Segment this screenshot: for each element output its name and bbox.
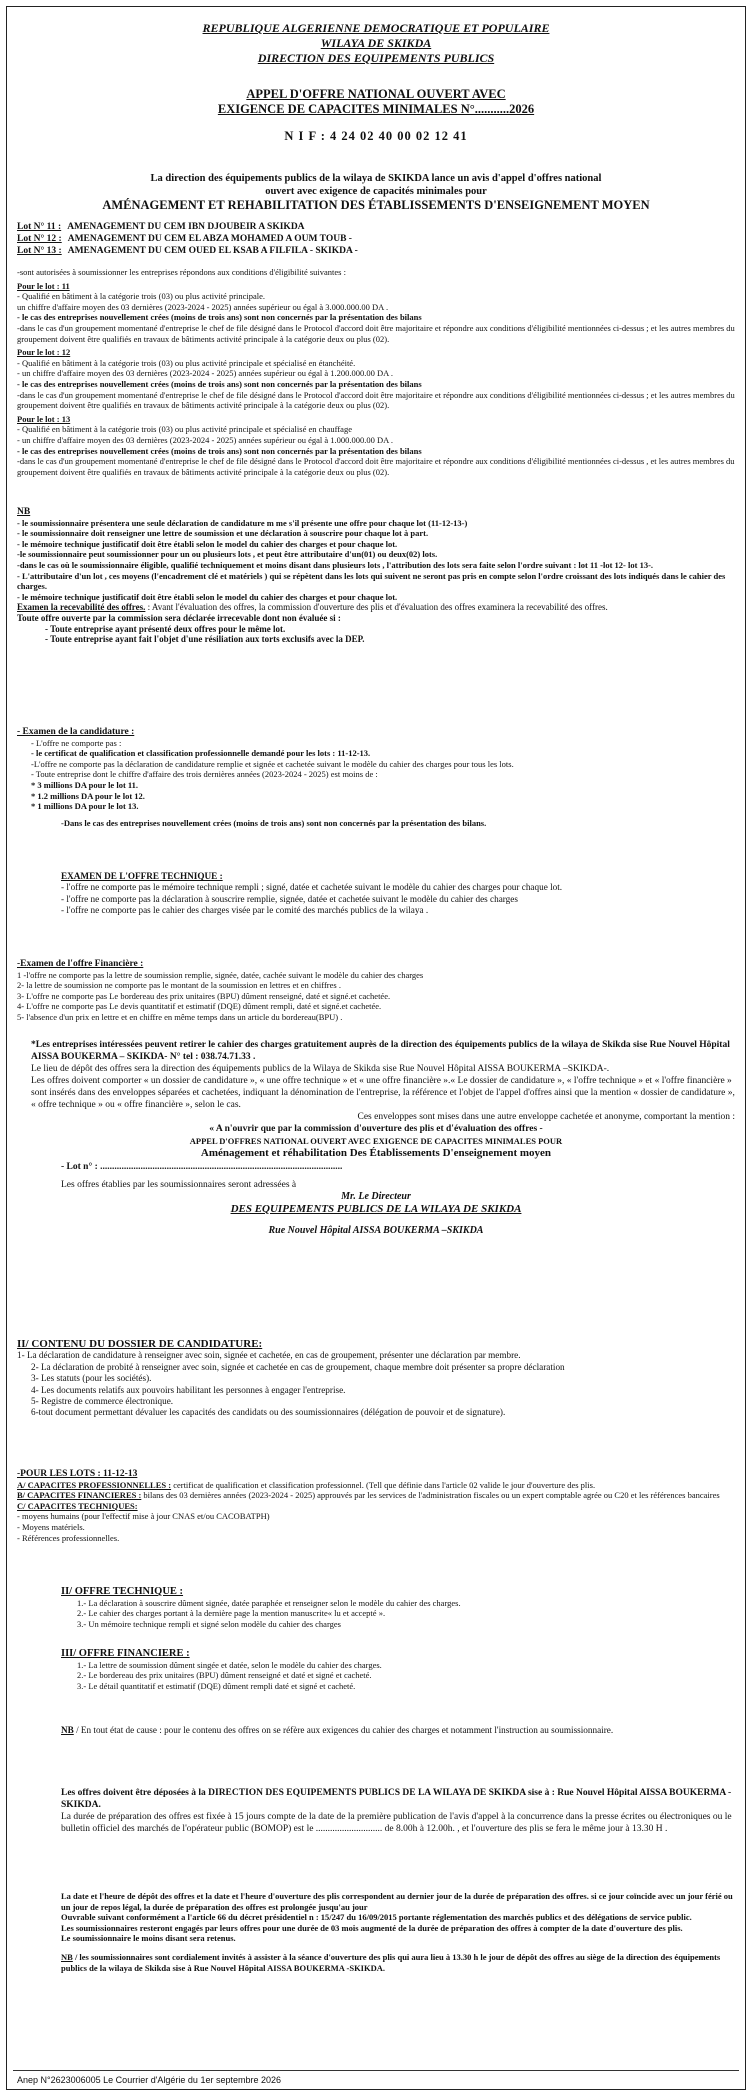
dossier-line: 3- Les statuts (pour les sociétés). bbox=[31, 1373, 152, 1384]
nb2-section bbox=[17, 1725, 735, 1736]
fin-offer-line: 3.- Le détail quantitatif et estimatif (DQE) dûment rempli daté et signé et cacheté. bbox=[77, 1680, 356, 1691]
amount-item: * 1 millions DA pour le lot 13. bbox=[31, 801, 139, 812]
eligibility-intro: -sont autorisées à soumissionner les entreprises répondons aux conditions d'éligibilité suivantes : bbox=[17, 267, 346, 277]
candidature-exam-section bbox=[17, 727, 735, 828]
closing-line: Les soumissionnaires resteront engagés par leurs offres pour une durée de 03 mois augmenté de la durée de préparation des offres à compter de la date d'ouverture des plis. bbox=[61, 1922, 683, 1933]
lots-caps-title: -POUR LES LOTS : 11-12-13 bbox=[17, 1469, 138, 1479]
lots-list bbox=[17, 221, 735, 257]
intro-line-1: La direction des équipements publics de la wilaya de SKIKDA lance un avis d'appel d'offres national bbox=[150, 173, 602, 184]
tender-title bbox=[17, 87, 735, 144]
lot13-line: - Qualifié en bâtiment à la catégorie trois (03) ou plus activité principale et spécialisé en chauffage bbox=[17, 424, 352, 435]
closing-line: La date et l'heure de dépôt des offres et la date et l'heure d'ouverture des plis correspondent au dernier jour de la durée de préparation des offres. si ce jour coïncide avec un jour férié ou un jour de repos légal, la durée de préparation des offres est prolongée jusqu'au jour bbox=[61, 1891, 733, 1912]
lot11-line: - Qualifié en bâtiment à la catégorie trois (03) ou plus activité principale. bbox=[17, 291, 266, 302]
envelope-line: Ces enveloppes sont mises dans une autre enveloppe cachetée et anonyme, comportant la mention : bbox=[357, 1112, 735, 1122]
technical-exam-line: - l'offre ne comporte pas le cahier des charges visée par le comité des marchés publics de la wilaya . bbox=[61, 905, 429, 916]
addressed-to: Les offres établies par les soumissionnaires seront adressées à bbox=[61, 1180, 297, 1190]
receivability-paragraph bbox=[17, 602, 735, 613]
technical-capacity-item: - Moyens matériels. bbox=[17, 1521, 85, 1532]
header-line-1: REPUBLIQUE ALGERIENNE DEMOCRATIQUE ET POPULAIRE bbox=[202, 21, 550, 35]
footer-divider bbox=[13, 2070, 739, 2071]
lot12-line: - un chiffre d'affaire moyen des 03 dernières (2023-2024 - 2025) années supérieur ou égal à 1.200.000.00 DA . bbox=[17, 368, 394, 379]
lot-item bbox=[17, 245, 735, 257]
header-line-3: DIRECTION DES EQUIPEMENTS PUBLICS bbox=[257, 51, 495, 65]
financial-capacities bbox=[17, 1490, 735, 1501]
dossier-line: 1- La déclaration de candidature à renseigner avec soin, signée et cachetée, en cas de groupement, présenter une déclaration par membre. bbox=[17, 1350, 521, 1361]
dossier-section bbox=[17, 1339, 735, 1419]
lot12-line: - le cas des entreprises nouvellement crées (moins de trois ans) sont non concernés par la présentation des bilans bbox=[17, 378, 422, 389]
nb-label: NB bbox=[17, 507, 31, 517]
tech-offer-line: 2.- Le cahier des charges portant à la dernière page la mention manuscrite« lu et accepté ». bbox=[77, 1608, 386, 1619]
dossier-title: II/ CONTENU DU DOSSIER DE CANDIDATURE: bbox=[17, 1338, 263, 1350]
irrecevable-intro: Toute offre ouverte par la commission sera déclarée irrecevable dont non évaluée si : bbox=[17, 612, 341, 623]
candidature-exam-line: - le certificat de qualification et classification professionnelle demandé pour les lots : 11-12-13. bbox=[31, 748, 371, 759]
nb-line: -le soumissionnaire peut soumissionner pour un ou plusieurs lots , et peut être attributaire d'un(01) ou deux(02) lots. bbox=[17, 549, 438, 560]
withdrawal-section bbox=[17, 1039, 735, 1237]
republic-header bbox=[17, 21, 735, 66]
lot13-line: - un chiffre d'affaire moyen des 03 dernières (2023-2024 - 2025) années supérieur ou égal à 1.000.000.00 DA . bbox=[17, 434, 394, 445]
address-line: Rue Nouvel Hôpital AISSA BOUKERMA –SKIKDA bbox=[268, 1225, 484, 1236]
nb2-label: NB bbox=[61, 1725, 74, 1735]
financial-exam-line: 1 -l'offre ne comporte pas la lettre de soumission remplie, signée, datée, cachée suivant le modèle du cahier des charges bbox=[17, 969, 424, 980]
lot-text: AMENAGEMENT DU CEM OUED EL KSAB A FILFILA - SKIKDA - bbox=[67, 246, 358, 256]
caps-b-text: bilans des 03 dernières années (2023-2024 - 2025) approuvés par les services de l'administration fiscales ou un expert comptable agrée ou C20 et les références bancaires bbox=[143, 1490, 720, 1501]
caps-a-label: A/ CAPACITES PROFESSIONNELLES : bbox=[17, 1479, 172, 1490]
lot-item bbox=[17, 233, 735, 245]
lot-item bbox=[17, 221, 735, 233]
professional-capacities bbox=[17, 1480, 735, 1491]
nb-section bbox=[17, 507, 735, 645]
nb2-paragraph bbox=[17, 1725, 735, 1736]
lot11-line: un chiffre d'affaire moyen des 03 dernières (2023-2024 - 2025) années supérieur ou égal à 3.000.000.00 DA . bbox=[17, 301, 389, 312]
closing-section bbox=[17, 1891, 735, 1973]
footer-credit: Anep N°2623006005 Le Courrier d'Algérie du 1er septembre 2026 bbox=[17, 2075, 281, 2085]
lot-label: Lot N° 12 : bbox=[17, 234, 62, 244]
financial-exam-title: -Examen de l'offre Financière : bbox=[17, 959, 144, 969]
nb-line: - le soumissionnaire doit renseigner une lettre de soumission et une déclaration à souscrire pour chaque lot à part. bbox=[17, 528, 429, 539]
fin-offer-title: III/ OFFRE FINANCIERE : bbox=[61, 1648, 190, 1659]
technical-capacity-item: - Références professionnelles. bbox=[17, 1532, 120, 1543]
dossier-line: 5- Registre de commerce électronique. bbox=[31, 1396, 174, 1407]
amount-item: * 1.2 millions DA pour le lot 12. bbox=[31, 790, 145, 801]
tech-offer-line: 3.- Un mémoire technique rempli et signé selon modèle du cahier des charges bbox=[77, 1618, 341, 1629]
financial-exam-line: 2- la lettre de soumission ne comporte pas le montant de la soumission en lettres et en chiffres . bbox=[17, 980, 341, 991]
deposit-line-2: La durée de préparation des offres est fixée à 15 jours compte de la date de la première publication de l'avis d'appel à la concurrence dans la presse écrites ou électroniques ou le bulletin officiel des marchés de l'opérateur public (BOMOP) est le ............................ de 8.00h à 12.00h. , et l'ouverture des plis se fera le même jour à 13.30 H . bbox=[61, 1812, 732, 1834]
candidature-exam-line: - L'offre ne comporte pas : bbox=[31, 737, 122, 748]
new-enterprise-note: -Dans le cas des entreprises nouvellement crées (moins de trois ans) sont non concernés par la présentation des bilans. bbox=[61, 817, 487, 828]
dossier-line: 4- Les documents relatifs aux pouvoirs habilitant les personnes à engager l'entreprise. bbox=[31, 1384, 346, 1395]
nb-line: - le mémoire technique justificatif doit être établi selon le model du cahier des charges et pour chaque lot. bbox=[17, 538, 398, 549]
lot13-heading: Pour le lot : 13 bbox=[17, 413, 71, 424]
lots-capacities-section bbox=[17, 1469, 735, 1543]
candidature-exam-line: -L'offre ne comporte pas la déclaration de candidature remplie et signée et cachetée suivant le modèle du cahier des charges pour tous les lots. bbox=[31, 758, 514, 769]
financial-exam-line: 4- L'offre ne comporte pas Le devis quantitatif et estimatif (DQE) dûment rempli, daté et signé.et cachetée. bbox=[17, 1001, 382, 1012]
fin-offer-line: 2.- Le bordereau des prix unitaires (BPU) dûment renseigné et daté et signé et cacheté. bbox=[77, 1670, 372, 1681]
lot-text: AMENAGEMENT DU CEM IBN DJOUBEIR A SKIKDA bbox=[67, 222, 305, 232]
caps-b-label: B/ CAPACITES FINANCIERES : bbox=[17, 1490, 142, 1501]
closing-nb-label: NB bbox=[61, 1951, 73, 1962]
lot13-line: -dans le cas d'un groupement momentané d'entreprise le chef de file désigné dans le Protocol d'accord doit être majoritaire et répondre aux conditions d'éligibilité mentionnées ci-dessus , et les autres membres du groupement doivent être qualifiés en travaux de bâtiments activité principale à la catégorie deux ou plus (02). bbox=[17, 456, 735, 477]
closing-line: Le soumissionnaire le moins disant sera retenus. bbox=[61, 1933, 236, 1944]
lot12-line: -dans le cas d'un groupement momentané d'entreprise le chef de file désigné dans le Protocol d'accord doit être majoritaire et répondre aux conditions d'éligibilité mentionnées ci-dessus ; et les autres membres du groupement doivent être qualifiés en travaux de bâtiments activité principale à la catégorie deux ou plus (02). bbox=[17, 389, 735, 411]
notice-page bbox=[6, 6, 746, 2090]
caps-a-text: certificat de qualification et classification professionnel. (Tell que définie dans l'article 02 valide le jour d'ouverture des plis. bbox=[173, 1479, 596, 1490]
nif-number: N I F : 4 24 02 40 00 02 12 41 bbox=[284, 129, 468, 143]
lot-label: Lot N° 13 : bbox=[17, 246, 62, 256]
candidature-exam-line: - Toute entreprise dont le chiffre d'affaire des trois dernières années (2023-2024 - 2025) est moins de : bbox=[31, 769, 378, 780]
title-line-2: EXIGENCE DE CAPACITES MINIMALES N°...........2026 bbox=[217, 102, 535, 116]
envelope-mention: « A n'ouvrir que par la commission d'ouverture des plis et d'évaluation des offres - bbox=[209, 1124, 543, 1134]
department-line: DES EQUIPEMENTS PUBLICS DE LA WILAYA DE SKIKDA bbox=[230, 1203, 522, 1215]
nb2-text: / En tout état de cause : pour le contenu des offres on se réfère aux exigences du cahier des charges et notamment l'instruction au soumissionnaire. bbox=[76, 1725, 614, 1735]
withdrawal-line: *Les entreprises intéressées peuvent retirer le cahier des charges gratuitement auprès de la direction des équipements publics de la wilaya de Skikda sise Rue Nouvel Hôpital AISSA BOUKERMA – SKIKDA- N° tel : 038.74.71.33 . bbox=[31, 1040, 730, 1062]
tech-offer-line: 1.- La déclaration à souscrire dûment signée, datée paraphée et renseigner selon le modèle du cahier des charges. bbox=[77, 1597, 461, 1608]
eligibility-section bbox=[17, 267, 735, 477]
envelope-ref-2: Aménagement et réhabilitation Des Établissements D'enseignement moyen bbox=[200, 1147, 552, 1159]
receivability-label: Examen la recevabilité des offres. bbox=[17, 602, 146, 613]
lot11-line: - le cas des entreprises nouvellement crées (moins de trois ans) sont non concernés par la présentation des bilans bbox=[17, 312, 422, 323]
intro bbox=[17, 172, 735, 213]
lot12-line: - Qualifié en bâtiment à la catégorie trois (03) ou plus activité principale et spécialisé en étanchéité. bbox=[17, 357, 356, 368]
nb-line: - le mémoire technique justificatif doit être établi selon le model du cahier des charges et pour chaque lot. bbox=[17, 591, 398, 602]
lot-label: Lot N° 11 : bbox=[17, 222, 62, 232]
lot13-line: - le cas des entreprises nouvellement crées (moins de trois ans) sont non concernés par la présentation des bilans bbox=[17, 445, 422, 456]
nb-line: -dans le cas où le soumissionnaire éligible, qualifié techniquement et moins disant dans plusieurs lots , l'attribution des lots sera faite selon l'ordre suivant : lot 11 -lot 12- lot 13-. bbox=[17, 559, 654, 570]
amount-item: * 3 millions DA pour le lot 11. bbox=[31, 779, 139, 790]
fin-offer-section bbox=[17, 1649, 735, 1691]
lot12-heading: Pour le lot : 12 bbox=[17, 347, 71, 358]
irrecevable-item: - Toute entreprise ayant fait l'objet d'une résiliation aux torts exclusifs avec la DEP. bbox=[45, 634, 365, 645]
financial-exam-line: 5- l'absence d'un prix en lettre et en chiffre en même temps dans un article du bordereau(BPU) . bbox=[17, 1011, 343, 1022]
director-line: Mr. Le Directeur bbox=[341, 1191, 411, 1202]
tech-offer-title: II/ OFFRE TECHNIQUE : bbox=[61, 1586, 184, 1597]
deposit-section bbox=[17, 1787, 735, 1835]
nb-line: - L'attributaire d'un lot , ces moyens (l'encadrement clé et matériels ) qui se répètent dans les lots qui suivent ne seront pas pris en compte selon l'ordre croissant des lots indiqués dans le cahier des charges. bbox=[17, 570, 726, 592]
technical-exam-title: EXAMEN DE L'OFFRE TECHNIQUE : bbox=[61, 871, 223, 881]
header-line-2: WILAYA DE SKIKDA bbox=[320, 36, 432, 50]
technical-capacity-item: - moyens humains (pour l'effectif mise à jour CNAS et/ou CACOBATPH) bbox=[17, 1511, 270, 1522]
candidature-exam-title: - Examen de la candidature : bbox=[17, 727, 135, 737]
closing-nb-text: / les soumissionnaires sont cordialement invités à assister à la séance d'ouverture des plis qui aura lieu à 13.30 h le jour de dépôt des offres au siège de la direction des équipements publics de la wilaya de Skikda sise à Rue Nouvel Hôpital AISSA BOUKERMA -SKIKDA. bbox=[61, 1951, 721, 1973]
technical-capacities-label: C/ CAPACITES TECHNIQUES: bbox=[17, 1500, 138, 1511]
financial-exam-line: 3- L'offre ne comporte pas Le bordereau des prix unitaires (BPU) dûment renseigné, daté et signé.et cachetée. bbox=[17, 990, 391, 1001]
lot-number-line: - Lot n° : ...................................................................................................... bbox=[61, 1162, 343, 1172]
project-title: AMÉNAGEMENT ET REHABILITATION DES ÉTABLISSEMENTS D'ENSEIGNEMENT MOYEN bbox=[102, 198, 650, 212]
closing-nb bbox=[17, 1952, 735, 1973]
technical-exam-line: - l'offre ne comporte pas le mémoire technique rempli ; signé, datée et cachetée suivant le modèle du cahier des charges pour chaque lot. bbox=[61, 882, 563, 893]
tech-offer-section bbox=[17, 1587, 735, 1629]
fin-offer-line: 1.- La lettre de soumission dûment singée et datée, selon le modèle du cahier des charges. bbox=[77, 1659, 382, 1670]
irrecevable-item: - Toute entreprise ayant présenté deux offres pour le même lot. bbox=[45, 623, 286, 634]
deposit-line-1: Les offres doivent être déposées à la DIRECTION DES EQUIPEMENTS PUBLICS DE LA WILAYA DE SKIKDA sise à : Rue Nouvel Hôpital AISSA BOUKERMA -SKIKDA. bbox=[61, 1788, 732, 1810]
technical-exam-section bbox=[17, 871, 735, 917]
receivability-text: : Avant l'évaluation des offres, la commission d'ouverture des plis et d'évaluation des offres examinera la recevabilité des offres. bbox=[147, 602, 608, 613]
financial-exam-section bbox=[17, 959, 735, 1023]
technical-exam-line: - l'offre ne comporte pas la déclaration à souscrire remplie, signée, datée et cachetée suivant le modèle du cahier des charges bbox=[61, 893, 518, 904]
offer-content: Les offres doivent comporter « un dossier de candidature », « une offre technique » et « une offre financière ».« Le dossier de candidature », « l'offre technique » et « l'offre financière » sont insérés dans des enveloppes séparées et cachetées, indiquant la dénomination de l'entreprise, la référence et l'objet de l'appel d'offres ainsi que la mention « dossier de candidature », « offre technique » ou « offre financière », selon le cas. bbox=[31, 1076, 735, 1110]
deposit-place: Le lieu de dépôt des offres sera la direction des équipements publics de la Wilaya de Skikda sise Rue Nouvel Hôpital AISSA BOUKERMA –SKIKDA-. bbox=[31, 1064, 610, 1074]
title-line-1: APPEL D'OFFRE NATIONAL OUVERT AVEC bbox=[246, 87, 506, 101]
envelope-ref-1: APPEL D'OFFRES NATIONAL OUVERT AVEC EXIGENCE DE CAPACITES MINIMALES POUR bbox=[189, 1136, 563, 1146]
closing-line: Ouvrable suivant conformément a l'article 66 du décret présidentiel n : 15/247 du 16/09/2015 portante réglementation des marchés publics et des délégations de service public. bbox=[61, 1912, 692, 1923]
lot-text: AMENAGEMENT DU CEM EL ABZA MOHAMED A OUM TOUB - bbox=[67, 234, 352, 244]
lot11-heading: Pour le lot : 11 bbox=[17, 280, 70, 291]
nb-line: - le soumissionnaire présentera une seule déclaration de candidature m me s'il présente une offre pour chaque lot (11-12-13-) bbox=[17, 517, 468, 528]
lot11-line: -dans le cas d'un groupement momentané d'entreprise le chef de file désigné dans le Protocol d'accord doit être majoritaire et répondre aux conditions d'éligibilité mentionnées ci-dessus ; et les autres membres du groupement doivent être qualifiés en travaux de bâtiments activité principale à la catégorie deux ou plus (02). bbox=[17, 322, 735, 344]
dossier-line: 6-tout document permettant dévaluer les capacités des candidats ou des soumissionnaires (délégation de pouvoir et de signature). bbox=[31, 1407, 506, 1418]
intro-line-2: ouvert avec exigence de capacités minimales pour bbox=[265, 186, 487, 197]
dossier-line: 2- La déclaration de probité à renseigner avec soin, signée et cachetée en cas de groupement, chaque membre doit présenter sa propre déclaration bbox=[31, 1361, 565, 1372]
